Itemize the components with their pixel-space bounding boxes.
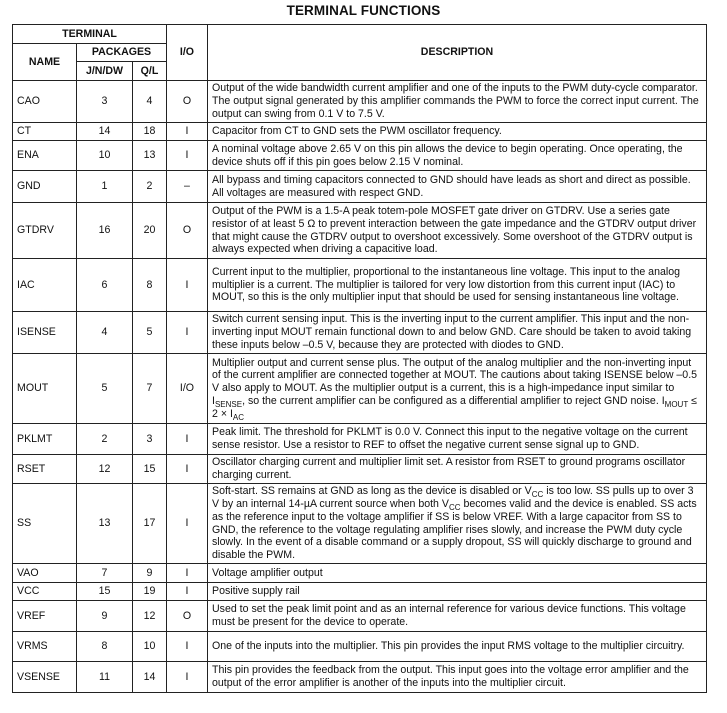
pin-jndw: 8 [77,632,133,662]
table-row [13,424,707,455]
terminal-name: IAC [13,259,77,312]
table-row [13,455,707,484]
header-pkg-jndw: J/N/DW [77,62,133,81]
pin-jndw: 6 [77,259,133,312]
pin-ql: 3 [133,424,167,455]
subscript: SENSE [214,399,243,409]
description-text: becomes valid and the device is enabled. SS acts as the reference input to the voltage amplifier if SS is below VREF. With a large capacitor from SS to GND, the reference to the voltage regulating amplifier rises slowly, and increase the PWM duty cycle slowly. In the event of a disable command or a supply dropout, SS will quickly discharge to ground and disable the PWM. [212,498,697,561]
pin-jndw: 13 [77,484,133,564]
pin-jndw: 4 [77,312,133,354]
table-row [13,583,707,601]
pin-jndw: 10 [77,141,133,171]
header-description: DESCRIPTION [208,25,707,81]
table-row [13,484,707,564]
io-type: I [167,424,208,455]
pin-ql: 17 [133,484,167,564]
description: Current input to the multiplier, proportional to the instantaneous line voltage. This input to the analog multiplier is a current. The multiplier is tailored for very low distortion from this current input (IAC) to MOUT, so this is the only multiplier input that should be used for sensing instantaneous line voltage. [208,259,707,312]
io-type: I [167,662,208,693]
pin-jndw: 16 [77,203,133,259]
pin-jndw: 12 [77,455,133,484]
header-terminal: TERMINAL [13,25,167,44]
terminal-name: VCC [13,583,77,601]
io-type: O [167,601,208,632]
pin-ql: 4 [133,81,167,123]
pin-jndw: 11 [77,662,133,693]
table-row [13,203,707,259]
terminal-functions-table [12,24,707,693]
pin-ql: 7 [133,354,167,424]
table-row [13,141,707,171]
terminal-name: VSENSE [13,662,77,693]
description: Capacitor from CT to GND sets the PWM oscillator frequency. [208,123,707,141]
description: Output of the PWM is a 1.5-A peak totem-pole MOSFET gate driver on GTDRV. Use a series gate resistor of at least 5 Ω to prevent interaction between the gate impedance and the GTDRV output driver that might cause the GTDRV output to overshoot excessively. Some overshoot of the GTDRV output is always expected when driving a capacitive load. [208,203,707,259]
pin-jndw: 14 [77,123,133,141]
table-row [13,123,707,141]
io-type: I [167,564,208,583]
terminal-name: VRMS [13,632,77,662]
description-text: Soft-start. SS remains at GND as long as the device is disabled or V [212,485,532,498]
terminal-name: RSET [13,455,77,484]
pin-jndw: 15 [77,583,133,601]
pin-ql: 18 [133,123,167,141]
header-pkg-ql: Q/L [133,62,167,81]
subscript: CC [531,490,544,500]
pin-ql: 5 [133,312,167,354]
pin-ql: 10 [133,632,167,662]
io-type: I/O [167,354,208,424]
io-type: I [167,455,208,484]
description: Oscillator charging current and multiplier limit set. A resistor from RSET to ground programs oscillator charging current. [208,455,707,484]
pin-jndw: 5 [77,354,133,424]
pin-ql: 19 [133,583,167,601]
description-text: , so the current amplifier can be configured as a differential amplifier to reject GND noise. I [242,394,665,407]
pin-jndw: 1 [77,171,133,203]
header-io: I/O [167,25,208,81]
pin-ql: 12 [133,601,167,632]
pin-ql: 20 [133,203,167,259]
terminal-name: ISENSE [13,312,77,354]
description-text: Multiplier output and current sense plus. The output of the analog multiplier and the non-inverting input of the current amplifier are connected together at MOUT. The cautions about taking ISENSE below –0.5 V also apply to MOUT. As the multiplier output is a current, this is a high-impedance input similar to I [212,356,698,407]
table-row [13,601,707,632]
terminal-name: VAO [13,564,77,583]
description: Switch current sensing input. This is the inverting input to the current amplifier. This input and the non-inverting input MOUT remain functional down to and below GND. Care should be taken to avoid taking these inputs below –0.5 V, because they are protected with diodes to GND. [208,312,707,354]
subscript: MOUT [664,399,689,409]
table-body [13,81,707,693]
io-type: I [167,312,208,354]
io-type: I [167,259,208,312]
terminal-name: ENA [13,141,77,171]
io-type: I [167,583,208,601]
terminal-name: CT [13,123,77,141]
io-type: I [167,484,208,564]
io-type: O [167,203,208,259]
header-packages: PACKAGES [77,44,167,62]
table-row [13,259,707,312]
pin-ql: 13 [133,141,167,171]
subscript: CC [448,503,461,513]
description-text: is too low. SS pulls up to over 3 V by an internal 14-µA current source when both V [212,485,694,511]
description: All bypass and timing capacitors connected to GND should have leads as short and direct as possible. All voltages are measured with respect GND. [208,171,707,203]
pin-ql: 14 [133,662,167,693]
description: Voltage amplifier output [208,564,707,583]
table-header [13,25,707,81]
terminal-name: VREF [13,601,77,632]
terminal-name: GTDRV [13,203,77,259]
description: Peak limit. The threshold for PKLMT is 0.0 V. Connect this input to the negative voltage on the current sense resistor. Use a resistor to REF to offset the negative current sense signal up to GND. [208,424,707,455]
description: One of the inputs into the multiplier. This pin provides the input RMS voltage to the multiplier circuitry. [208,632,707,662]
description [208,354,707,424]
pin-ql: 2 [133,171,167,203]
description: Used to set the peak limit point and as an internal reference for various device functions. This voltage must be present for the device to operate. [208,601,707,632]
pin-jndw: 2 [77,424,133,455]
table-row [13,632,707,662]
io-type: – [167,171,208,203]
description: A nominal voltage above 2.65 V on this pin allows the device to begin operating. Once operating, the device shuts off if this pin goes below 2.15 V nominal. [208,141,707,171]
description: Output of the wide bandwidth current amplifier and one of the inputs to the PWM duty-cycle comparator. The output signal generated by this amplifier commands the PWM to force the correct input current. The output can swing from 0.1 V to 7.5 V. [208,81,707,123]
io-type: O [167,81,208,123]
pin-jndw: 7 [77,564,133,583]
page-title: TERMINAL FUNCTIONS [286,3,441,18]
pin-jndw: 3 [77,81,133,123]
header-name: NAME [13,44,77,81]
terminal-name: PKLMT [13,424,77,455]
terminal-name: MOUT [13,354,77,424]
terminal-name: CAO [13,81,77,123]
pin-ql: 15 [133,455,167,484]
table-row [13,171,707,203]
terminal-name: SS [13,484,77,564]
pin-ql: 8 [133,259,167,312]
pin-ql: 9 [133,564,167,583]
description-text: ≤ 2 × I [212,394,697,420]
table-row [13,81,707,123]
table-row [13,662,707,693]
description [208,484,707,564]
table-row [13,564,707,583]
terminal-name: GND [13,171,77,203]
description: Positive supply rail [208,583,707,601]
io-type: I [167,123,208,141]
io-type: I [167,632,208,662]
subscript: AC [232,412,245,422]
description: This pin provides the feedback from the output. This input goes into the voltage error amplifier and the output of the error amplifier is another of the inputs into the multiplier circuit. [208,662,707,693]
pin-jndw: 9 [77,601,133,632]
io-type: I [167,141,208,171]
table-row [13,312,707,354]
table-row [13,354,707,424]
